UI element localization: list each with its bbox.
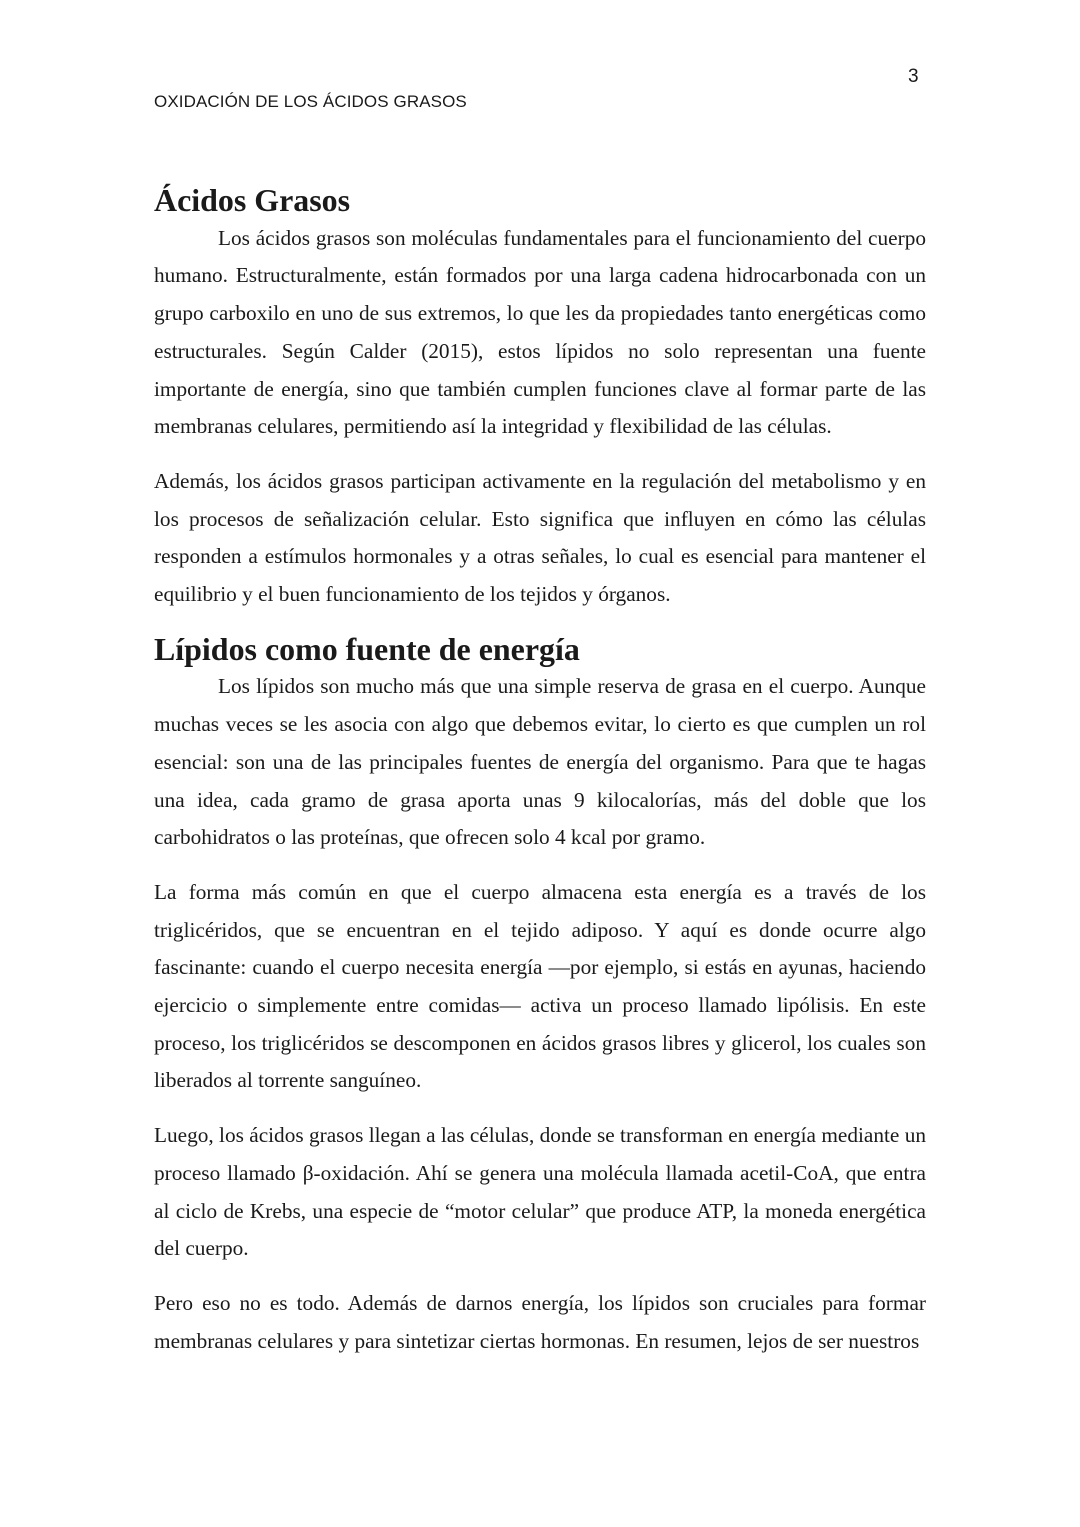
paragraph: La forma más común en que el cuerpo almacena esta energía es a través de los triglicéridos, que se encuentran en el tejido adiposo. Y aquí es donde ocurre algo fascinante: cuando el cuerpo necesita energía —por ejemplo, si estás en ayunas, haciendo ejercicio o simplemente entre comidas— activa un proceso llamado lipólisis. En este proceso, los triglicéridos se descomponen en ácidos grasos libres y glicerol, los cuales son liberados al torrente sanguíneo. — [154, 879, 926, 1093]
section-lipidos-energia — [154, 631, 926, 1361]
section-acidos-grasos — [154, 182, 926, 614]
paragraph: Además, los ácidos grasos participan activamente en la regulación del metabolismo y en los procesos de señalización celular. Esto significa que influyen en cómo las células responden a estímulos hormonales y a otras señales, lo cual es esencial para mantener el equilibrio y el buen funcionamiento de los tejidos y órganos. — [154, 468, 926, 607]
paragraph: Los lípidos son mucho más que una simple reserva de grasa en el cuerpo. Aunque muchas veces se les asocia con algo que debemos evitar, lo cierto es que cumplen un rol esencial: son una de las principales fuentes de energía del organismo. Para que te hagas una idea, cada gramo de grasa aporta unas 9 kilocalorías, más del doble que los carbohidratos o las proteínas, que ofrecen solo 4 kcal por gramo. — [154, 674, 926, 850]
section-heading: Lípidos como fuente de energía — [154, 631, 580, 667]
running-head: OXIDACIÓN DE LOS ÁCIDOS GRASOS — [154, 92, 467, 111]
paragraph: Luego, los ácidos grasos llegan a las células, donde se transforman en energía mediante un proceso llamado β-oxidación. Ahí se genera una molécula llamada acetil-CoA, que entra al ciclo de Krebs, una especie de “motor celular” que produce ATP, la moneda energética del cuerpo. — [154, 1123, 926, 1261]
paragraph: Los ácidos grasos son moléculas fundamentales para el funcionamiento del cuerpo humano. Estructuralmente, están formados por una larga cadena hidrocarbonada con un grupo carboxilo en uno de sus extremos, lo que les da propiedades tanto energéticas como estructurales. Según Calder (2015), estos lípidos no solo representan una fuente importante de energía, sino que también cumplen funciones clave al formar parte de las membranas celulares, permitiendo así la integridad y flexibilidad de las células. — [154, 225, 926, 439]
document-body — [154, 182, 926, 1360]
paragraph: Pero eso no es todo. Además de darnos energía, los lípidos son cruciales para formar membranas celulares y para sintetizar ciertas hormonas. En resumen, lejos de ser nuestros — [154, 1290, 926, 1353]
page-number: 3 — [908, 66, 919, 87]
section-heading: Ácidos Grasos — [154, 183, 351, 218]
